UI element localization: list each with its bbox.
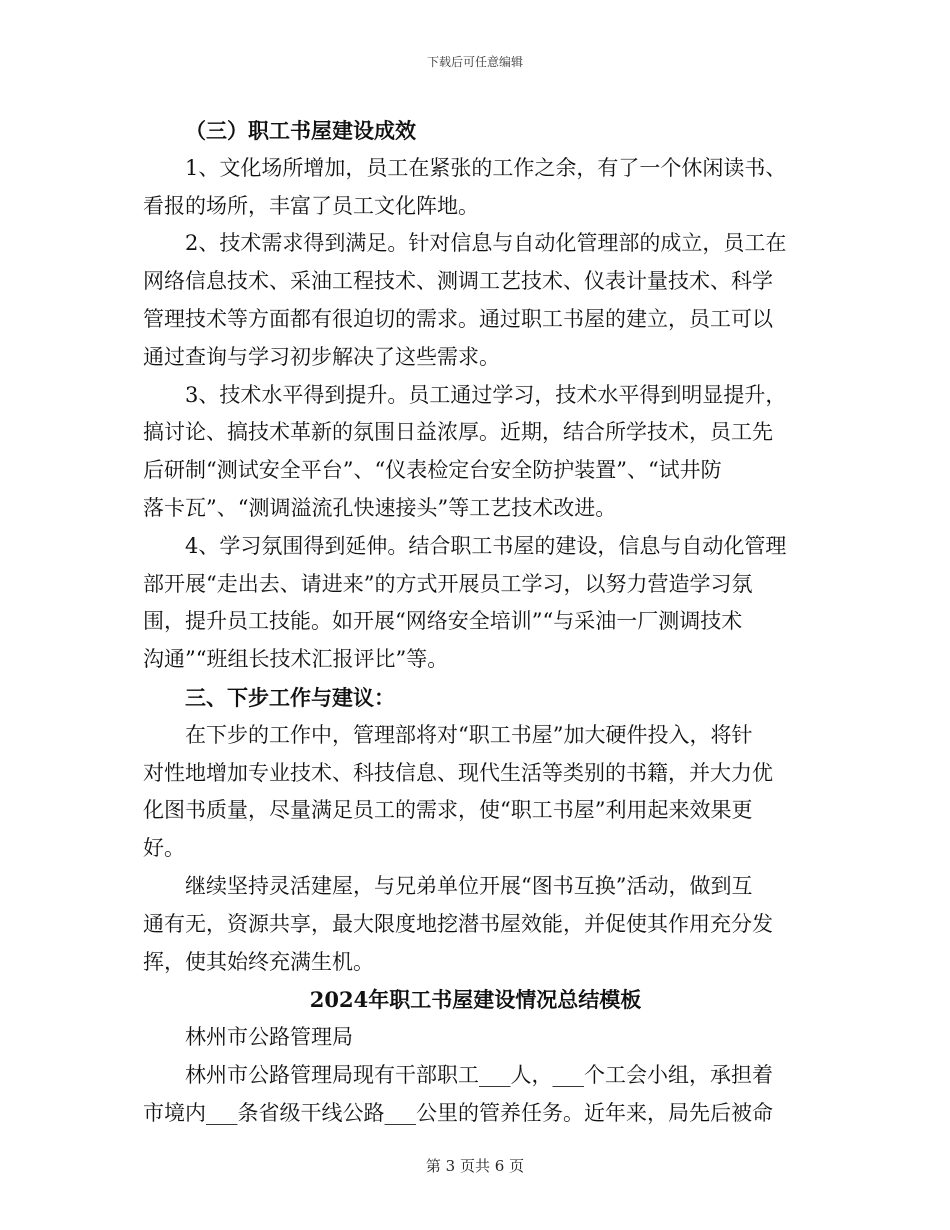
paragraph-line: 搞讨论、搞技术革新的氛围日益浓厚。近期，结合所学技术，员工先	[143, 420, 773, 445]
paragraph-line: 市境内___条省级干线公路___公里的管养任务。近年来，局先后被命	[143, 1100, 773, 1125]
paragraph-line: 4、学习氛围得到延伸。结合职工书屋的建设，信息与自动化管理	[185, 533, 787, 558]
paragraph-line: 挥，使其始终充满生机。	[143, 949, 374, 974]
paragraph-line: 2、技术需求得到满足。针对信息与自动化管理部的成立，员工在	[185, 231, 787, 256]
document-body	[143, 112, 808, 1133]
paragraph-line: 网络信息技术、采油工程技术、测调工艺技术、仪表计量技术、科学	[143, 269, 773, 294]
paragraph-line: 管理技术等方面都有很迫切的需求。通过职工书屋的建立，员工可以	[143, 306, 773, 331]
paragraph-line: 通有无，资源共享，最大限度地挖潜书屋效能，并促使其作用充分发	[143, 911, 773, 936]
paragraph-line: 在下步的工作中，管理部将对“职工书屋”加大硬件投入，将针	[185, 722, 753, 747]
paragraph-line: 落卡瓦”、“测调溢流孔快速接头”等工艺技术改进。	[143, 495, 617, 520]
paragraph-line: 3、技术水平得到提升。员工通过学习，技术水平得到明显提升，	[185, 382, 787, 407]
document-subtitle: 2024年职工书屋建设情况总结模板	[309, 987, 642, 1013]
section-heading: 三、下步工作与建议：	[185, 684, 395, 710]
header-note: 下载后可任意编辑	[426, 55, 523, 69]
paragraph-line: 林州市公路管理局	[185, 1025, 353, 1050]
paragraph-line: 部开展“走出去、请进来”的方式开展员工学习，以努力营造学习氛	[143, 571, 753, 596]
section-heading: （三）职工书屋建设成效	[185, 118, 416, 143]
paragraph-line: 化图书质量，尽量满足员工的需求，使“职工书屋”利用起来效果更	[143, 798, 753, 823]
paragraph-line: 继续坚持灵活建屋，与兄弟单位开展“图书互换”活动，做到互	[185, 873, 753, 898]
paragraph-line: 好。	[143, 836, 185, 861]
paragraph-line: 沟通”“班组长技术汇报评比”等。	[143, 647, 449, 672]
paragraph-line: 1、文化场所增加，员工在紧张的工作之余，有了一个休闲读书、	[185, 155, 787, 180]
paragraph-line: 林州市公路管理局现有干部职工___人，___个工会小组，承担着	[185, 1062, 773, 1087]
paragraph-line: 围，提升员工技能。如开展“网络安全培训”“与采油一厂测调技术	[143, 609, 743, 634]
paragraph-line: 通过查询与学习初步解决了这些需求。	[143, 344, 500, 369]
paragraph-line: 后研制“测试安全平台”、“仪表检定台安全防护装置”、“试井防	[143, 458, 722, 483]
paragraph-line: 看报的场所，丰富了员工文化阵地。	[143, 193, 479, 218]
paragraph-line: 对性地增加专业技术、科技信息、现代生活等类别的书籍，并大力优	[143, 760, 773, 785]
page-number-footer: 第 3 页共 6 页	[425, 1157, 525, 1175]
